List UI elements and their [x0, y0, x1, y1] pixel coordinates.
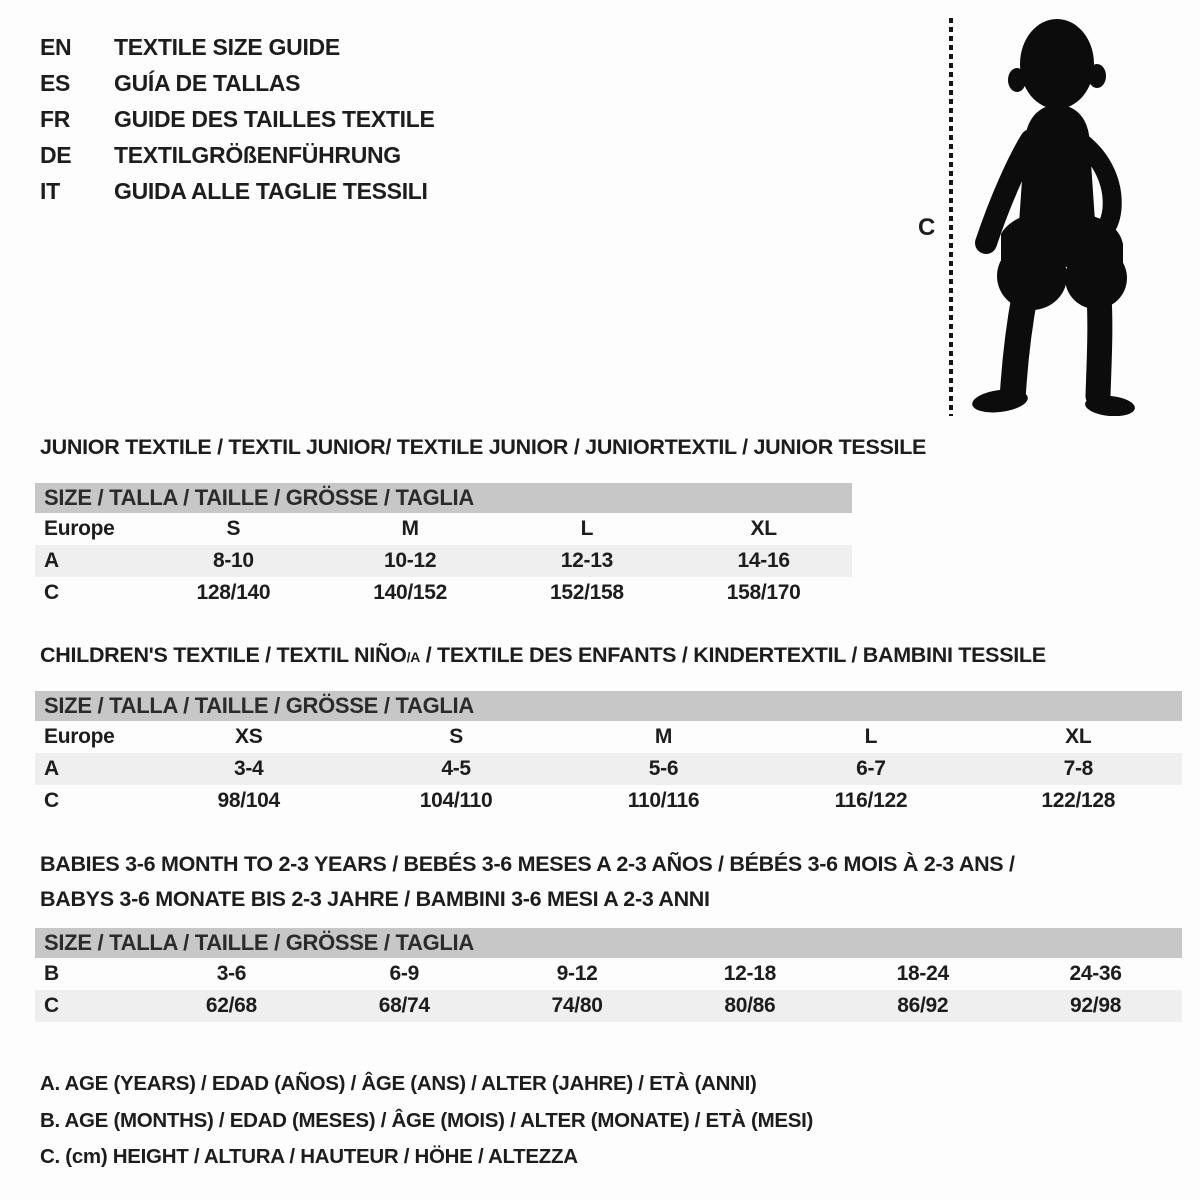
value-cell: 24-36 — [1069, 962, 1122, 985]
value-cell: 152/158 — [549, 581, 624, 604]
height-dashed-line — [949, 18, 953, 416]
value-cell: 128/140 — [196, 581, 271, 604]
language-row — [40, 65, 435, 101]
row-label: C — [44, 581, 59, 604]
value-cell: 10-12 — [384, 549, 437, 572]
language-row — [40, 137, 435, 173]
children-section-heading — [40, 643, 1046, 668]
toddler-silhouette — [969, 16, 1151, 416]
height-measure-figure — [905, 14, 1167, 422]
guide-title: GUÍA DE TALLAS — [114, 69, 301, 96]
junior-section-heading: JUNIOR TEXTILE / TEXTIL JUNIOR/ TEXTILE JUNIOR / JUNIORTEXTIL / JUNIOR TESSILE — [40, 435, 927, 459]
legend-line-a: A. AGE (YEARS) / EDAD (AÑOS) / ÂGE (ANS) / ALTER (JAHRE) / ETÀ (ANNI) — [40, 1072, 757, 1095]
value-cell: 104/110 — [419, 789, 493, 812]
guide-title: GUIDA ALLE TAGLIE TESSILI — [114, 177, 428, 204]
size-cell: L — [580, 517, 594, 540]
value-cell: 9-12 — [556, 962, 598, 985]
table-row-age — [35, 545, 852, 577]
table-row-height — [35, 785, 1182, 817]
value-cell: 18-24 — [896, 962, 949, 985]
legend-line-b: B. AGE (MONTHS) / EDAD (MESES) / ÂGE (MOIS) / ALTER (MONATE) / ETÀ (MESI) — [40, 1108, 814, 1132]
guide-title: GUIDE DES TAILLES TEXTILE — [114, 105, 435, 132]
value-cell: 3-6 — [216, 962, 247, 985]
row-label: Europe — [44, 517, 115, 540]
size-cell: S — [449, 725, 463, 748]
size-header-row: SIZE / TALLA / TAILLE / GRÖSSE / TAGLIA — [35, 928, 1182, 958]
guide-title: TEXTILE SIZE GUIDE — [114, 33, 340, 60]
children-heading-text: / TEXTILE DES ENFANTS / KINDERTEXTIL / BAMBINI TESSILE — [420, 643, 1046, 667]
value-cell: 74/80 — [551, 994, 603, 1017]
row-label: A — [44, 549, 59, 572]
language-code: IT — [40, 177, 60, 204]
value-cell: 158/170 — [726, 581, 801, 604]
value-cell: 14-16 — [737, 549, 790, 572]
size-cell: M — [654, 725, 673, 748]
size-cell: XS — [234, 725, 263, 748]
value-cell: 4-5 — [441, 757, 471, 780]
language-row — [40, 29, 435, 65]
value-cell: 116/122 — [834, 789, 908, 812]
row-label: C — [44, 994, 59, 1017]
size-header-row: SIZE / TALLA / TAILLE / GRÖSSE / TAGLIA — [35, 483, 852, 513]
babies-section-heading — [40, 847, 1015, 917]
row-label: C — [44, 789, 59, 812]
size-cell: M — [401, 517, 419, 540]
value-cell: 140/152 — [373, 581, 448, 604]
value-cell: 12-13 — [560, 549, 613, 572]
value-cell: 5-6 — [648, 757, 679, 780]
size-header-row: SIZE / TALLA / TAILLE / GRÖSSE / TAGLIA — [35, 691, 1182, 721]
table-row-europe — [35, 513, 852, 545]
value-cell: 12-18 — [723, 962, 777, 985]
guide-title: TEXTILGRÖßENFÜHRUNG — [114, 141, 401, 168]
babies-heading-line1: BABIES 3-6 MONTH TO 2-3 YEARS / BEBÉS 3-6 MESES A 2-3 AÑOS / BÉBÉS 3-6 MOIS À 2-3 ANS / — [40, 852, 1015, 876]
value-cell: 62/68 — [205, 994, 257, 1017]
language-code: EN — [40, 33, 72, 60]
language-row — [40, 173, 435, 209]
value-cell: 68/74 — [378, 994, 430, 1017]
babies-heading-line2: BABYS 3-6 MONATE BIS 2-3 JAHRE / BAMBINI 3-6 MESI A 2-3 ANNI — [40, 887, 710, 911]
value-cell: 80/86 — [724, 994, 776, 1017]
value-cell: 86/92 — [897, 994, 949, 1017]
size-cell: XL — [750, 517, 777, 540]
table-row-age — [35, 753, 1182, 785]
table-row-height — [35, 990, 1182, 1022]
legend-block — [40, 1066, 813, 1176]
row-label: B — [44, 962, 59, 985]
value-cell: 122/128 — [1041, 789, 1116, 812]
language-code: FR — [40, 105, 71, 132]
children-size-table — [35, 691, 1182, 817]
babies-size-table — [35, 928, 1182, 1022]
children-heading-text: CHILDREN'S TEXTILE / TEXTIL NIÑO — [40, 643, 407, 667]
value-cell: 110/116 — [627, 789, 700, 812]
children-heading-subscript: /A — [406, 649, 421, 665]
table-row-height — [35, 577, 852, 609]
language-row — [40, 101, 435, 137]
table-row-months — [35, 958, 1182, 990]
row-label: A — [44, 757, 59, 780]
size-cell: XL — [1065, 725, 1092, 748]
value-cell: 6-9 — [389, 962, 419, 985]
value-cell: 6-7 — [856, 757, 886, 780]
language-code: DE — [40, 141, 72, 168]
value-cell: 3-4 — [233, 757, 264, 780]
value-cell: 92/98 — [1070, 994, 1122, 1017]
size-cell: S — [226, 517, 241, 540]
value-cell: 8-10 — [212, 549, 254, 572]
legend-line-c: C. (cm) HEIGHT / ALTURA / HAUTEUR / HÖHE / ALTEZZA — [40, 1145, 578, 1168]
table-row-europe — [35, 721, 1182, 753]
junior-size-table — [35, 483, 852, 609]
value-cell: 98/104 — [217, 789, 280, 812]
measure-c-label: C — [918, 214, 936, 241]
row-label: Europe — [44, 725, 115, 748]
language-code: ES — [40, 69, 71, 96]
size-cell: L — [864, 725, 878, 748]
language-title-list — [40, 29, 435, 209]
value-cell: 7-8 — [1063, 757, 1094, 780]
